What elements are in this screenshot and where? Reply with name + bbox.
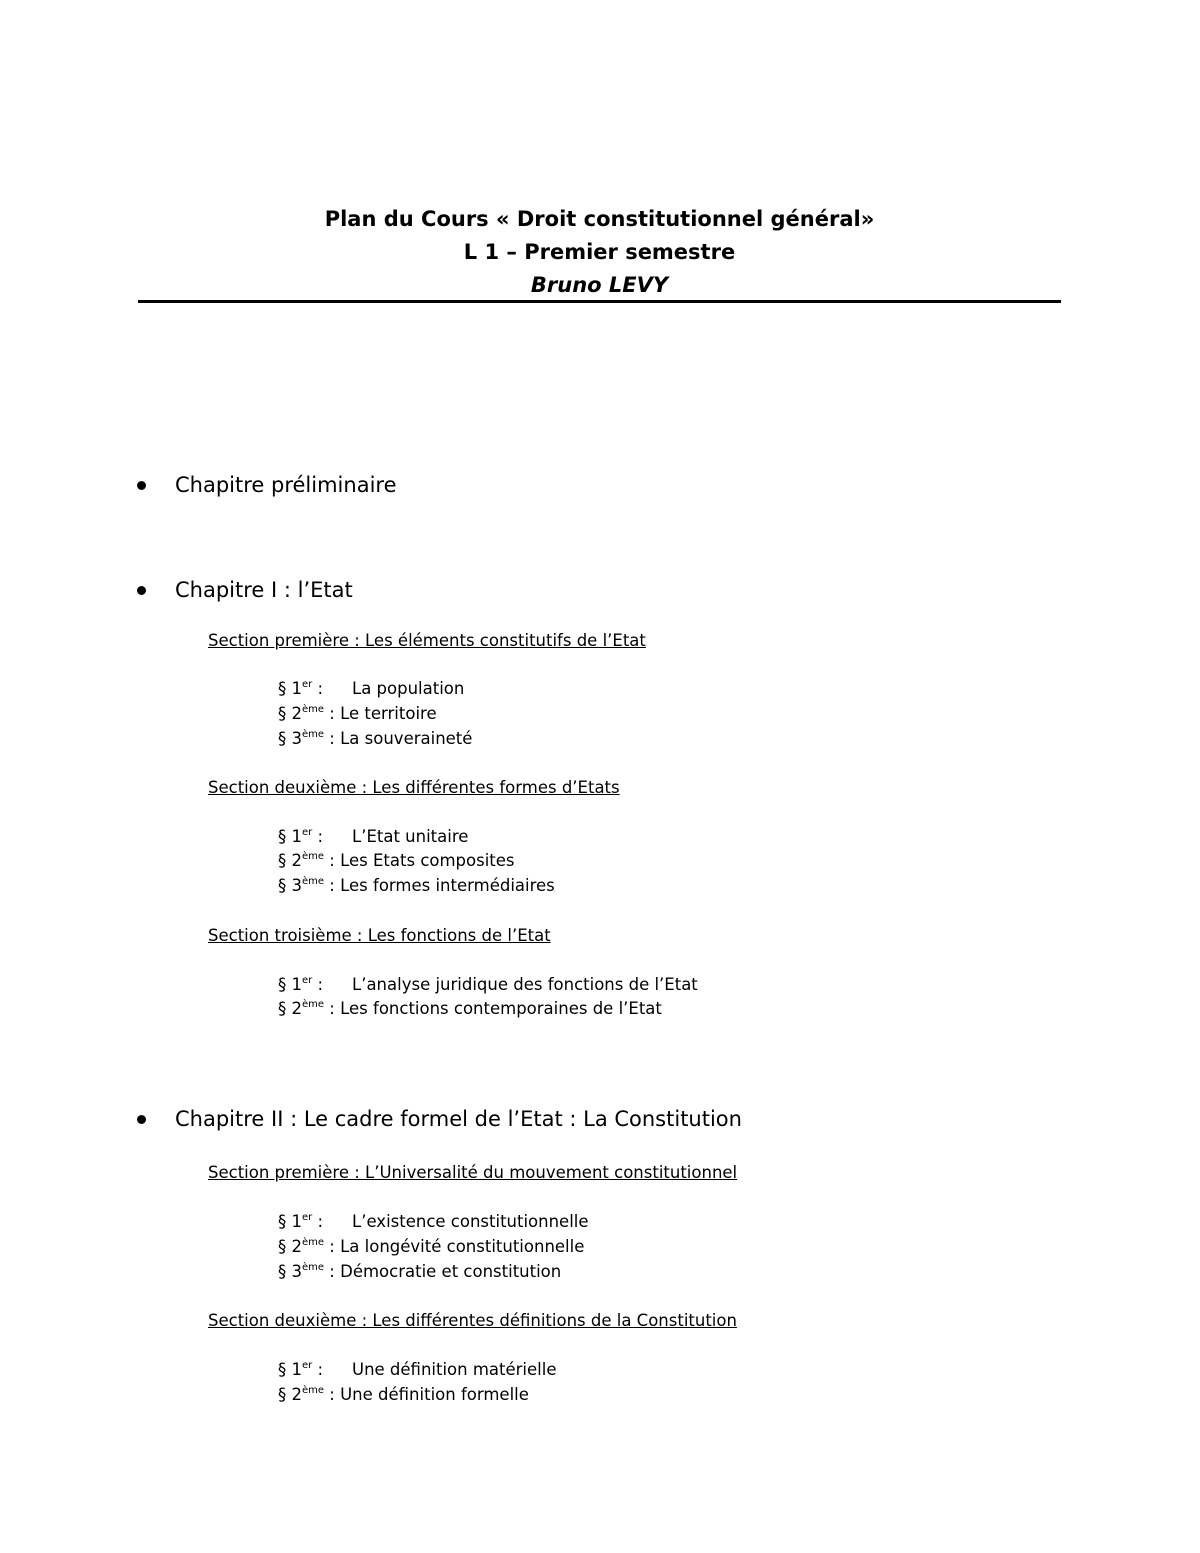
document-header: [138, 203, 1061, 302]
chapter-2-section-2: Section deuxième : Les différentes définitions de la Constitution: [208, 1311, 737, 1330]
chapter-1: Chapitre I : l’Etat: [175, 578, 353, 602]
paragraph-item: § 2ème : Une définition formelle: [278, 1385, 529, 1404]
chapter-1-section-1: Section première : Les éléments constitutifs de l’Etat: [208, 631, 646, 650]
document-author: Bruno LEVY: [530, 273, 669, 297]
chapter-1-section-3: Section troisième : Les fonctions de l’Etat: [208, 926, 551, 945]
document-subtitle: L 1 – Premier semestre: [463, 240, 736, 264]
chapter-1-section-2: Section deuxième : Les différentes formes d’Etats: [208, 778, 620, 797]
bullet-icon: [137, 586, 146, 595]
paragraph-item: § 3ème : Les formes intermédiaires: [278, 876, 555, 895]
paragraph-item: § 1er : Une définition matérielle: [278, 1360, 557, 1379]
bullet-icon: [137, 1115, 146, 1124]
paragraph-item: § 3ème : La souveraineté: [278, 729, 473, 748]
document-title: Plan du Cours « Droit constitutionnel général»: [324, 207, 875, 231]
paragraph-item: § 1er : L’existence constitutionnelle: [278, 1212, 589, 1231]
paragraph-item: § 2ème : La longévité constitutionnelle: [278, 1237, 585, 1256]
bullet-icon: [137, 481, 146, 490]
paragraph-item: § 1er : La population: [278, 679, 465, 698]
paragraph-item: § 2ème : Les Etats composites: [278, 851, 515, 870]
paragraph-item: § 2ème : Les fonctions contemporaines de l’Etat: [278, 999, 662, 1018]
paragraph-item: § 3ème : Démocratie et constitution: [278, 1262, 562, 1281]
chapter-2-section-1: Section première : L’Universalité du mouvement constitutionnel: [208, 1163, 738, 1182]
chapter-preliminary: Chapitre préliminaire: [175, 473, 397, 497]
paragraph-item: § 1er : L’Etat unitaire: [278, 827, 469, 846]
paragraph-item: § 2ème : Le territoire: [278, 704, 437, 723]
chapter-2: Chapitre II : Le cadre formel de l’Etat : La Constitution: [175, 1107, 742, 1131]
paragraph-item: § 1er : L’analyse juridique des fonctions de l’Etat: [278, 975, 698, 994]
header-rule: [138, 300, 1061, 303]
